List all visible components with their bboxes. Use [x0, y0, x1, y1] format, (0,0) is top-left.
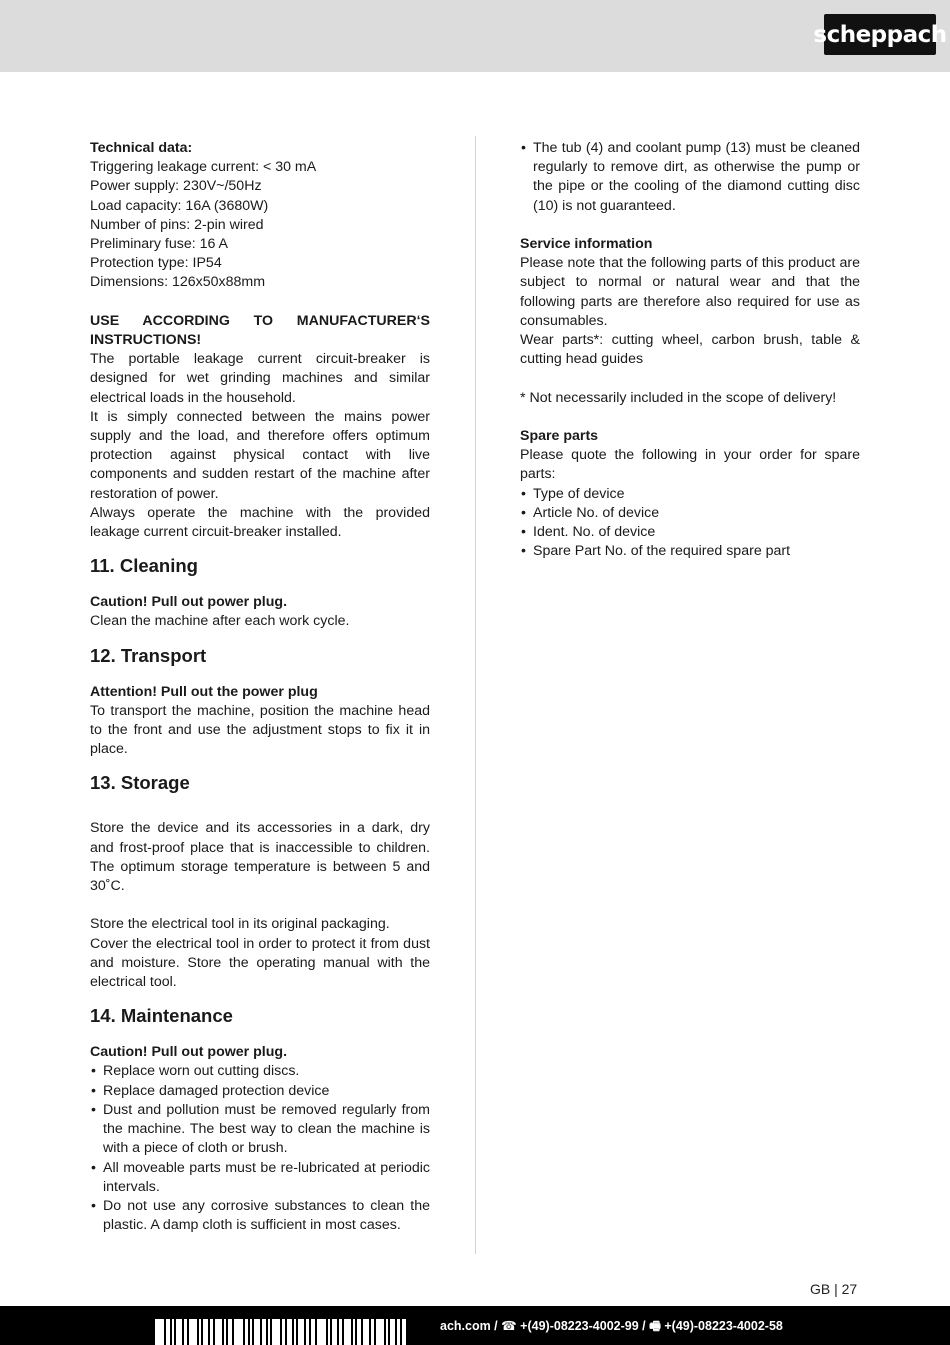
use-according-heading: USE ACCORDING TO MANUFACTURER‘S INSTRUCTIONS!: [90, 312, 430, 349]
list-item: • Dust and pollution must be removed regularly from the machine. The best way to clean the machine is with a piece of cloth or brush.: [90, 1101, 430, 1159]
transport-caution: Attention! Pull out the power plug: [90, 683, 318, 700]
left-column: [90, 139, 430, 1235]
tech-line: Number of pins: 2-pin wired: [90, 216, 264, 233]
page-number: GB | 27: [810, 1281, 858, 1297]
use-paragraph: The portable leakage current circuit-breaker is designed for wet grinding machines and similar electrical loads in the household.: [90, 351, 430, 406]
list-item: • Spare Part No. of the required spare part: [520, 542, 860, 561]
page-header-bar: [0, 0, 950, 72]
list-item: • Ident. No. of device: [520, 523, 860, 542]
tech-line: Power supply: 230V~/50Hz: [90, 178, 262, 195]
cleaning-caution: Caution! Pull out power plug.: [90, 594, 288, 611]
barcode-graphic: [155, 1319, 440, 1345]
service-information-heading: Service information: [520, 236, 653, 252]
section-title-storage: 13. Storage: [90, 772, 190, 794]
maintenance-caution: Caution! Pull out power plug.: [90, 1044, 288, 1061]
section-title-transport: 12. Transport: [90, 644, 207, 666]
tech-line: Dimensions: 126x50x88mm: [90, 274, 266, 291]
tech-line: Preliminary fuse: 16 A: [90, 236, 228, 253]
use-paragraph: Always operate the machine with the provided leakage current circuit-breaker installed.: [90, 504, 430, 541]
list-item: • Replace worn out cutting discs.: [90, 1062, 430, 1081]
right-column: [520, 139, 860, 561]
service-paragraph: Wear parts*: cutting wheel, carbon brush, table & cutting head guides: [520, 332, 860, 368]
storage-paragraph: Store the electrical tool in its original packaging.: [90, 916, 390, 933]
service-paragraph: Please note that the following parts of this product are subject to normal or natural wear and that the following parts are therefore also required for use as consumables.: [520, 255, 860, 329]
section-title-maintenance: 14. Maintenance: [90, 1005, 233, 1027]
tech-line: Triggering leakage current: < 30 mA: [90, 159, 317, 176]
list-item: • Do not use any corrosive substances to clean the plastic. A damp cloth is sufficient in most cases.: [90, 1197, 430, 1235]
tech-line: Load capacity: 16A (3680W): [90, 197, 269, 214]
list-item: • All moveable parts must be re-lubricated at periodic intervals.: [90, 1159, 430, 1197]
spare-parts-list: [520, 485, 860, 562]
list-item: • Replace damaged protection device: [90, 1082, 430, 1101]
service-note: * Not necessarily included in the scope of delivery!: [520, 389, 837, 406]
page-footer-bar: [0, 1306, 950, 1345]
spare-parts-heading: Spare parts: [520, 428, 599, 444]
list-item: • The tub (4) and coolant pump (13) must be cleaned regularly to remove dirt, as otherwise the pump or the pipe or the cooling of the diamond cutting disc (10) is not guaranteed.: [520, 139, 860, 216]
storage-paragraph: Store the device and its accessories in a dark, dry and frost-proof place that is inaccessible to children. The optimum storage temperature is between 5 and 30˚C.: [90, 820, 430, 895]
cleaning-continued-list: [520, 139, 860, 216]
storage-paragraph: Cover the electrical tool in order to protect it from dust and moisture. Store the operating manual with the electrical tool.: [90, 935, 430, 991]
transport-text: To transport the machine, position the machine head to the front and use the adjustment stops to fix it in place.: [90, 702, 430, 758]
section-title-cleaning: 11. Cleaning: [90, 555, 198, 577]
cleaning-text: Clean the machine after each work cycle.: [90, 613, 350, 630]
scheppach-logo: scheppach: [824, 14, 936, 55]
tech-line: Protection type: IP54: [90, 255, 222, 272]
use-paragraph: It is simply connected between the mains power supply and the load, and therefore offers optimum protection against physical contact with live components and sudden restart of the machine after restoration of power.: [90, 408, 430, 502]
technical-data-heading: Technical data:: [90, 140, 193, 156]
spare-parts-paragraph: Please quote the following in your order for spare parts:: [520, 447, 860, 483]
list-item: • Type of device: [520, 485, 860, 504]
column-divider: [475, 136, 476, 1254]
footer-contact-text: ach.com / ☎ +(49)-08223-4002-99 / 🖷 +(49)-08223-4002-58: [440, 1319, 783, 1333]
list-item: • Article No. of device: [520, 504, 860, 523]
maintenance-list: [90, 1062, 430, 1235]
